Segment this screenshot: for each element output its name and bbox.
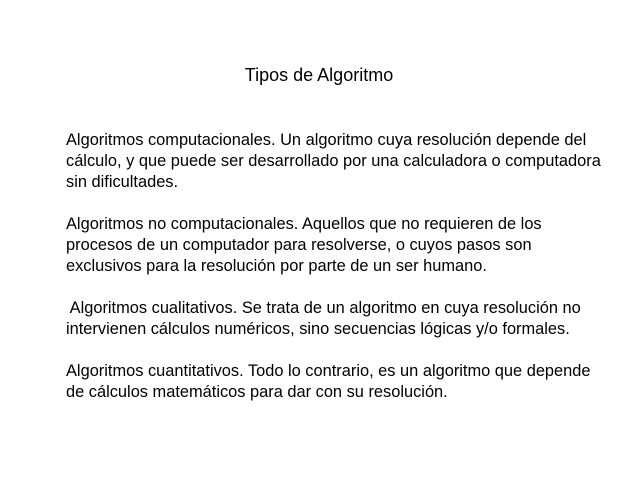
paragraph-line: procesos de un computador para resolverse, o cuyos pasos son: [66, 236, 532, 254]
paragraph-line: exclusivos para la resolución por parte de un ser humano.: [66, 257, 487, 275]
paragraph-no-computacionales: [66, 214, 626, 277]
paragraph-line: sin dificultades.: [66, 173, 179, 191]
paragraph-line: Algoritmos computacionales. Un algoritmo cuya resolución depende del: [66, 131, 587, 149]
slide-title: Tipos de Algoritmo: [244, 65, 394, 85]
paragraph-cuantitativos: [66, 361, 626, 403]
slide-body: [66, 130, 626, 424]
paragraph-line: intervienen cálculos numéricos, sino secuencias lógicas y/o formales.: [66, 320, 570, 338]
paragraph-line: de cálculos matemáticos para dar con su resolución.: [66, 383, 448, 401]
paragraph-cualitativos: [66, 298, 626, 340]
paragraph-computacionales: [66, 130, 626, 193]
paragraph-line: Algoritmos cualitativos. Se trata de un algoritmo en cuya resolución no: [66, 299, 581, 317]
paragraph-line: Algoritmos cuantitativos. Todo lo contrario, es un algoritmo que depende: [66, 362, 591, 380]
paragraph-line: cálculo, y que puede ser desarrollado por una calculadora o computadora: [66, 152, 601, 170]
paragraph-line: Algoritmos no computacionales. Aquellos que no requieren de los: [66, 215, 542, 233]
